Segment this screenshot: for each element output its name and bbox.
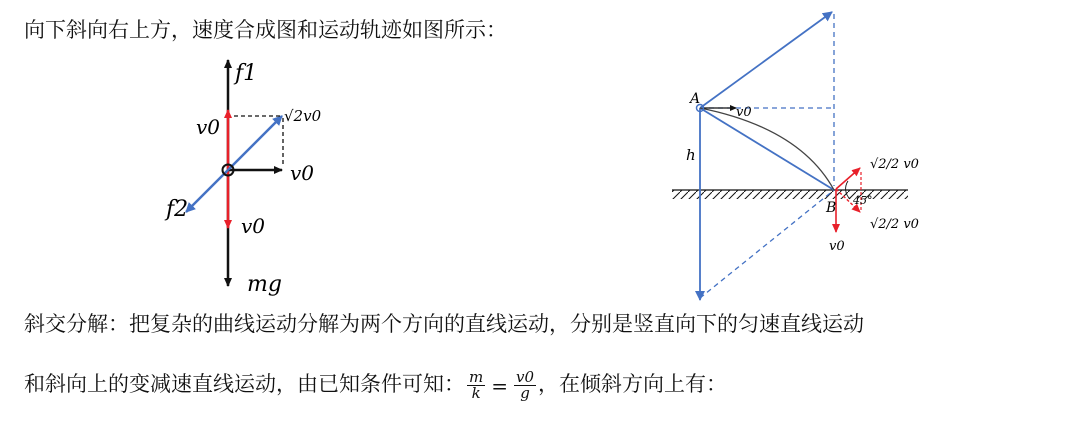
trajectory-diagram bbox=[672, 12, 919, 300]
text-line-1: 向下斜向右上方，速度合成图和运动轨迹如图所示： bbox=[24, 18, 507, 42]
comp-lower-label: √2/2 v0 bbox=[870, 217, 919, 232]
comp-upper-label: √2/2 v0 bbox=[870, 157, 919, 172]
f2-arrow bbox=[186, 170, 228, 212]
fraction-k: k bbox=[471, 384, 481, 402]
resultant-label: √2v0 bbox=[284, 107, 322, 125]
fraction-g: g bbox=[520, 384, 530, 402]
angle-label: 45° bbox=[853, 194, 873, 207]
equals-sign: = bbox=[491, 373, 508, 398]
mg-label: mg bbox=[247, 272, 282, 297]
resultant-arrow bbox=[228, 116, 282, 170]
v0-at-a-label: v0 bbox=[736, 105, 752, 120]
fraction-m-k bbox=[467, 370, 485, 401]
ground-hatch bbox=[672, 190, 908, 199]
point-a-label: A bbox=[690, 91, 701, 107]
v0-right-label: v0 bbox=[290, 161, 315, 185]
v0-down-label: v0 bbox=[241, 214, 266, 238]
line3-prefix: 和斜向上的变减速直线运动，由已知条件可知： bbox=[24, 372, 465, 396]
comp-upper-arrow bbox=[836, 168, 860, 189]
h-label: h bbox=[686, 146, 696, 164]
fraction-v0: v0 bbox=[516, 368, 535, 386]
v0-at-b-label: v0 bbox=[829, 239, 845, 254]
v0-up-label: v0 bbox=[196, 115, 221, 139]
line3-suffix: ，在倾斜方向上有： bbox=[538, 372, 728, 396]
force-diagram bbox=[164, 60, 322, 297]
fraction-m: m bbox=[469, 368, 484, 386]
fraction-v0-g bbox=[514, 370, 536, 401]
big-diagonal-arrow bbox=[700, 12, 832, 108]
text-line-3 bbox=[24, 368, 727, 401]
point-b-label: B bbox=[826, 200, 837, 216]
f2-label: f2 bbox=[166, 197, 189, 222]
ab-line bbox=[700, 108, 834, 190]
text-line-2: 斜交分解：把复杂的曲线运动分解为两个方向的直线运动，分别是竖直向下的匀速直线运动 bbox=[24, 312, 864, 336]
f1-label: f1 bbox=[235, 61, 258, 86]
